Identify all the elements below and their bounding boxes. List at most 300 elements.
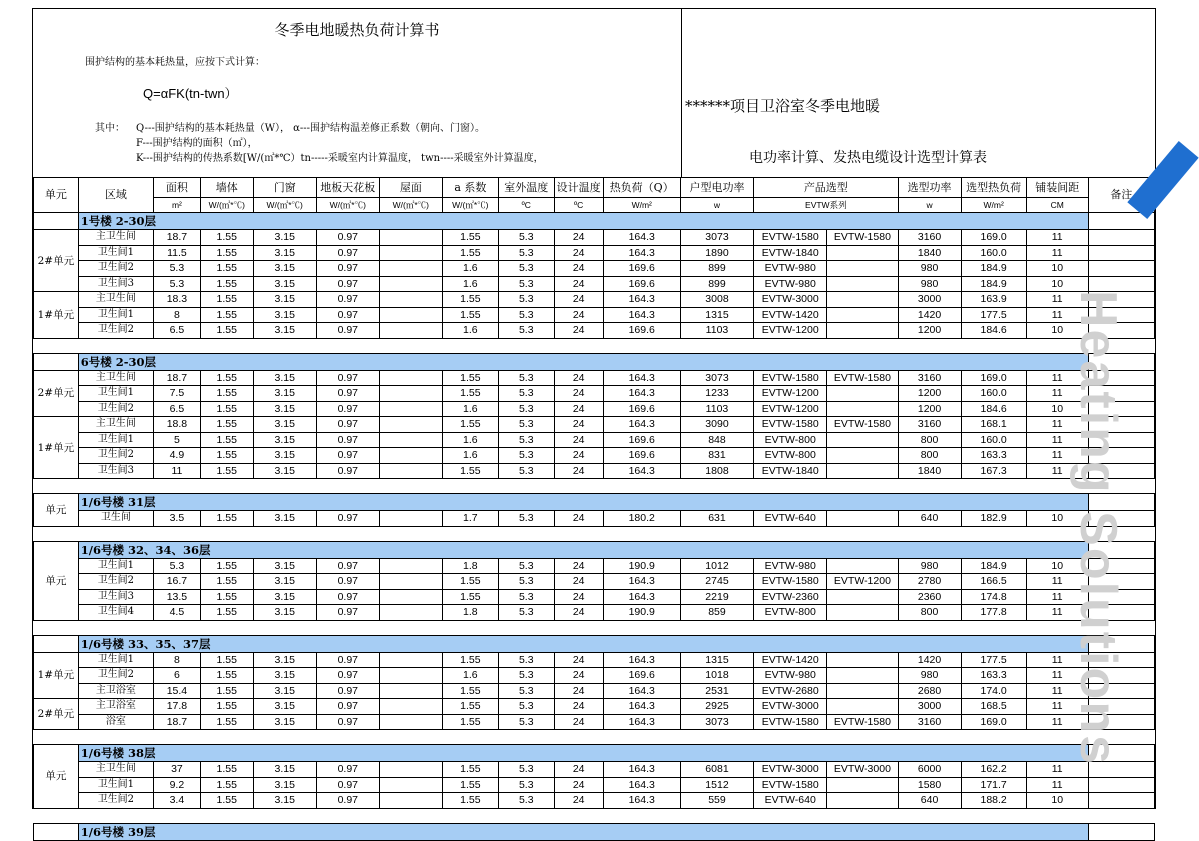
outdoor-cell: 5.3 [498,777,554,793]
product-cell-2 [827,463,898,479]
product-cell-2 [827,777,898,793]
unit-sel-power: w [898,198,961,213]
floor-cell: 0.97 [316,652,379,668]
door-cell: 3.15 [253,245,316,261]
alpha-cell: 1.8 [442,558,498,574]
size-cell: 37 [154,762,201,778]
table-row [34,762,1155,778]
floor-cell: 0.97 [316,589,379,605]
alpha-cell: 1.55 [442,777,498,793]
roof-cell [379,245,442,261]
note-cell [1088,245,1154,261]
size-cell: 9.2 [154,777,201,793]
wall-cell: 1.55 [200,292,253,308]
product-cell-2 [827,605,898,621]
design-cell: 24 [554,793,603,809]
sel-load-cell: 169.0 [961,714,1026,730]
design-cell: 24 [554,589,603,605]
project-title: ******项目卫浴室冬季电地暖 [685,97,881,115]
power-cell: 559 [680,793,753,809]
door-cell: 3.15 [253,668,316,684]
area-cell: 卫生间 [78,511,153,527]
alpha-cell: 1.8 [442,605,498,621]
sel-load-cell: 177.5 [961,307,1026,323]
door-cell: 3.15 [253,793,316,809]
door-cell: 3.15 [253,432,316,448]
floor-cell: 0.97 [316,463,379,479]
load-cell: 164.3 [603,370,680,386]
spacing-cell: 10 [1026,401,1088,417]
product-cell-2 [827,511,898,527]
design-cell: 24 [554,307,603,323]
product-cell-1: EVTW-640 [754,793,827,809]
table-row [34,230,1155,246]
alpha-cell: 1.55 [442,245,498,261]
roof-cell [379,605,442,621]
size-cell: 4.5 [154,605,201,621]
spacing-cell: 11 [1026,652,1088,668]
alpha-cell: 1.55 [442,417,498,433]
product-cell-1: EVTW-1840 [754,463,827,479]
sel-power-cell: 3000 [898,292,961,308]
spacer-cell [34,620,1155,635]
size-cell: 18.3 [154,292,201,308]
load-cell: 164.3 [603,589,680,605]
sel-load-cell: 188.2 [961,793,1026,809]
product-cell-1: EVTW-980 [754,558,827,574]
spacing-cell: 11 [1026,668,1088,684]
spacer-row [34,526,1155,541]
note-cell [1088,777,1154,793]
power-cell: 1233 [680,386,753,402]
size-cell: 18.7 [154,370,201,386]
power-cell: 1012 [680,558,753,574]
alpha-cell: 1.55 [442,683,498,699]
sel-load-cell: 160.0 [961,245,1026,261]
sel-power-cell: 6000 [898,762,961,778]
door-cell: 3.15 [253,323,316,339]
size-cell: 5.3 [154,261,201,277]
design-cell: 24 [554,558,603,574]
product-cell-2 [827,699,898,715]
design-cell: 24 [554,417,603,433]
wall-cell: 1.55 [200,511,253,527]
design-cell: 24 [554,386,603,402]
table-row [34,511,1155,527]
sel-power-cell: 800 [898,448,961,464]
power-cell: 1315 [680,307,753,323]
roof-cell [379,417,442,433]
product-cell-1: EVTW-2360 [754,589,827,605]
product-cell-1: EVTW-1580 [754,417,827,433]
spacing-cell: 11 [1026,245,1088,261]
power-cell: 2925 [680,699,753,715]
size-cell: 5.3 [154,558,201,574]
load-cell: 164.3 [603,307,680,323]
product-cell-1: EVTW-980 [754,276,827,292]
area-cell: 卫生间2 [78,448,153,464]
spacing-cell: 10 [1026,793,1088,809]
product-cell-2 [827,432,898,448]
unit-cell: 1#单元 [34,417,79,479]
floor-cell: 0.97 [316,511,379,527]
design-cell: 24 [554,432,603,448]
table-row [34,652,1155,668]
floor-cell: 0.97 [316,276,379,292]
floor-cell: 0.97 [316,307,379,323]
size-cell: 5 [154,432,201,448]
col-area: 区域 [78,178,153,213]
door-cell: 3.15 [253,683,316,699]
sheet-title: 冬季电地暖热负荷计算书 [274,21,440,39]
section-title: 1/6号楼 32、34、36层 [78,541,1088,558]
alpha-cell: 1.55 [442,230,498,246]
floor-cell: 0.97 [316,793,379,809]
spacing-cell: 11 [1026,574,1088,590]
design-cell: 24 [554,323,603,339]
outdoor-cell: 5.3 [498,245,554,261]
size-cell: 8 [154,652,201,668]
load-cell: 164.3 [603,762,680,778]
unit-cell: 2#单元 [34,370,79,417]
col-alpha: a 系数 [442,178,498,198]
product-cell-1: EVTW-1200 [754,386,827,402]
product-cell-1: EVTW-1200 [754,401,827,417]
spacing-cell: 11 [1026,605,1088,621]
power-cell: 899 [680,261,753,277]
roof-cell [379,323,442,339]
product-cell-2 [827,276,898,292]
section-title: 6号楼 2-30层 [78,353,1088,370]
unit-cell: 2#单元 [34,230,79,292]
table-row [34,370,1155,386]
sel-load-cell: 160.0 [961,386,1026,402]
product-cell-2 [827,323,898,339]
floor-cell: 0.97 [316,574,379,590]
door-cell: 3.15 [253,261,316,277]
sel-load-cell: 163.3 [961,448,1026,464]
sel-power-cell: 1200 [898,323,961,339]
wall-cell: 1.55 [200,448,253,464]
size-cell: 3.5 [154,511,201,527]
size-cell: 11 [154,463,201,479]
alpha-cell: 1.6 [442,668,498,684]
outdoor-cell: 5.3 [498,307,554,323]
floor-cell: 0.97 [316,386,379,402]
design-cell: 24 [554,652,603,668]
load-cell: 164.3 [603,417,680,433]
sel-load-cell: 182.9 [961,511,1026,527]
alpha-cell: 1.55 [442,463,498,479]
sel-power-cell: 1840 [898,245,961,261]
spacing-cell: 11 [1026,714,1088,730]
product-cell-2 [827,448,898,464]
wall-cell: 1.55 [200,245,253,261]
area-cell: 主卫生间 [78,762,153,778]
alpha-cell: 1.55 [442,793,498,809]
floor-cell: 0.97 [316,401,379,417]
alpha-cell: 1.6 [442,261,498,277]
note-cell [1088,230,1154,246]
floor-cell: 0.97 [316,448,379,464]
col-roof: 屋面 [379,178,442,198]
section-header-row [34,353,1155,370]
watermark: Heating Solutions [1069,290,1127,766]
section-unit-spacer [34,823,79,840]
sel-power-cell: 1580 [898,777,961,793]
design-cell: 24 [554,714,603,730]
wall-cell: 1.55 [200,762,253,778]
unit-cell: 1#单元 [34,652,79,699]
sel-power-cell: 640 [898,511,961,527]
size-cell: 4.9 [154,448,201,464]
product-cell-2: EVTW-1580 [827,714,898,730]
floor-cell: 0.97 [316,432,379,448]
floor-cell: 0.97 [316,777,379,793]
roof-cell [379,558,442,574]
roof-cell [379,511,442,527]
section-title: 1/6号楼 38层 [78,745,1088,762]
outdoor-cell: 5.3 [498,668,554,684]
outdoor-cell: 5.3 [498,683,554,699]
wall-cell: 1.55 [200,605,253,621]
floor-cell: 0.97 [316,245,379,261]
sel-power-cell: 800 [898,432,961,448]
col-load: 热负荷（Q） [603,178,680,198]
product-cell-1: EVTW-1200 [754,323,827,339]
door-cell: 3.15 [253,762,316,778]
door-cell: 3.15 [253,417,316,433]
product-cell-1: EVTW-1420 [754,652,827,668]
outdoor-cell: 5.3 [498,511,554,527]
col-door: 门窗 [253,178,316,198]
sel-load-cell: 168.5 [961,699,1026,715]
area-cell: 卫生间2 [78,323,153,339]
door-cell: 3.15 [253,699,316,715]
table-row [34,699,1155,715]
sel-power-cell: 3160 [898,417,961,433]
product-cell-1: EVTW-640 [754,511,827,527]
product-cell-2 [827,652,898,668]
product-cell-1: EVTW-800 [754,605,827,621]
col-spacing: 铺装间距 [1026,178,1088,198]
floor-cell: 0.97 [316,292,379,308]
unit-outdoor: ºC [498,198,554,213]
table-row [34,292,1155,308]
spacer-row [34,730,1155,745]
outdoor-cell: 5.3 [498,793,554,809]
door-cell: 3.15 [253,307,316,323]
section-note-cell [1088,823,1154,840]
outdoor-cell: 5.3 [498,762,554,778]
roof-cell [379,401,442,417]
size-cell: 6 [154,668,201,684]
wall-cell: 1.55 [200,417,253,433]
spacing-cell: 11 [1026,683,1088,699]
sel-load-cell: 163.9 [961,292,1026,308]
floor-cell: 0.97 [316,558,379,574]
area-cell: 主卫浴室 [78,683,153,699]
section-unit-cell: 单元 [34,745,79,809]
sel-load-cell: 169.0 [961,370,1026,386]
product-cell-2: EVTW-1580 [827,417,898,433]
formula: Q=αFK(tn-twn） [143,86,238,101]
spacing-cell: 11 [1026,292,1088,308]
roof-cell [379,699,442,715]
alpha-cell: 1.55 [442,292,498,308]
spacer-cell [34,730,1155,745]
area-cell: 卫生间3 [78,589,153,605]
col-design: 设计温度 [554,178,603,198]
sel-power-cell: 640 [898,793,961,809]
sel-power-cell: 3000 [898,699,961,715]
roof-cell [379,432,442,448]
section-header-row [34,213,1155,230]
section-header-row [34,823,1155,840]
spacing-cell: 11 [1026,699,1088,715]
power-cell: 631 [680,511,753,527]
size-cell: 18.7 [154,714,201,730]
spacer-cell [34,338,1155,353]
size-cell: 13.5 [154,589,201,605]
wall-cell: 1.55 [200,307,253,323]
product-cell-2 [827,589,898,605]
sel-power-cell: 980 [898,276,961,292]
outdoor-cell: 5.3 [498,558,554,574]
table-row [34,463,1155,479]
alpha-cell: 1.6 [442,323,498,339]
size-cell: 6.5 [154,401,201,417]
calculation-sheet [32,8,1156,839]
product-cell-1: EVTW-3000 [754,699,827,715]
sel-power-cell: 2680 [898,683,961,699]
door-cell: 3.15 [253,386,316,402]
outdoor-cell: 5.3 [498,230,554,246]
spacer-cell [34,526,1155,541]
wall-cell: 1.55 [200,401,253,417]
outdoor-cell: 5.3 [498,292,554,308]
size-cell: 16.7 [154,574,201,590]
product-cell-1: EVTW-1580 [754,714,827,730]
alpha-cell: 1.55 [442,762,498,778]
alpha-cell: 1.55 [442,386,498,402]
section-unit-cell: 单元 [34,494,79,527]
definition-f: F---围护结构的面积（㎡）， [136,138,258,149]
product-cell-1: EVTW-1580 [754,230,827,246]
area-cell: 主卫生间 [78,370,153,386]
product-cell-2 [827,292,898,308]
area-cell: 卫生间2 [78,261,153,277]
power-cell: 1512 [680,777,753,793]
wall-cell: 1.55 [200,261,253,277]
product-cell-2 [827,245,898,261]
outdoor-cell: 5.3 [498,448,554,464]
section-unit-cell: 单元 [34,541,79,620]
power-cell: 848 [680,432,753,448]
table-row [34,558,1155,574]
power-cell: 3008 [680,292,753,308]
table-row [34,589,1155,605]
product-cell-1: EVTW-1580 [754,777,827,793]
sel-load-cell: 174.0 [961,683,1026,699]
area-cell: 卫生间1 [78,558,153,574]
spacing-cell: 10 [1026,276,1088,292]
sel-power-cell: 2360 [898,589,961,605]
area-cell: 主卫生间 [78,417,153,433]
roof-cell [379,276,442,292]
area-cell: 浴室 [78,714,153,730]
area-cell: 卫生间2 [78,574,153,590]
unit-size: m² [154,198,201,213]
door-cell: 3.15 [253,401,316,417]
wall-cell: 1.55 [200,370,253,386]
size-cell: 5.3 [154,276,201,292]
outdoor-cell: 5.3 [498,432,554,448]
floor-cell: 0.97 [316,714,379,730]
section-title: 1号楼 2-30层 [78,213,1088,230]
units-header-row [34,198,1155,213]
sel-power-cell: 800 [898,605,961,621]
sel-load-cell: 184.9 [961,276,1026,292]
sel-power-cell: 1420 [898,307,961,323]
col-floor: 地板天花板 [316,178,379,198]
size-cell: 15.4 [154,683,201,699]
area-cell: 卫生间3 [78,463,153,479]
table-row [34,793,1155,809]
load-cell: 190.9 [603,558,680,574]
roof-cell [379,714,442,730]
section-header-row [34,541,1155,558]
product-cell-2 [827,793,898,809]
area-cell: 卫生间2 [78,793,153,809]
table-row [34,323,1155,339]
alpha-cell: 1.55 [442,699,498,715]
col-note: 备注 [1088,178,1154,213]
section-unit-spacer [34,213,79,230]
area-cell: 主卫生间 [78,292,153,308]
area-cell: 卫生间1 [78,307,153,323]
spacing-cell: 11 [1026,589,1088,605]
roof-cell [379,668,442,684]
wall-cell: 1.55 [200,230,253,246]
size-cell: 18.7 [154,230,201,246]
sel-load-cell: 167.3 [961,463,1026,479]
roof-cell [379,793,442,809]
table-row [34,714,1155,730]
sel-load-cell: 171.7 [961,777,1026,793]
design-cell: 24 [554,463,603,479]
roof-cell [379,292,442,308]
roof-cell [379,386,442,402]
table-row [34,448,1155,464]
size-cell: 17.8 [154,699,201,715]
product-cell-2 [827,558,898,574]
table-row [34,777,1155,793]
floor-cell: 0.97 [316,417,379,433]
section-header-row [34,494,1155,511]
design-cell: 24 [554,261,603,277]
wall-cell: 1.55 [200,652,253,668]
power-cell: 3073 [680,370,753,386]
sel-power-cell: 980 [898,261,961,277]
col-sel-power: 选型功率 [898,178,961,198]
outdoor-cell: 5.3 [498,261,554,277]
wall-cell: 1.55 [200,777,253,793]
product-cell-2: EVTW-1200 [827,574,898,590]
floor-cell: 0.97 [316,762,379,778]
spacer-row [34,808,1155,823]
table-row [34,386,1155,402]
